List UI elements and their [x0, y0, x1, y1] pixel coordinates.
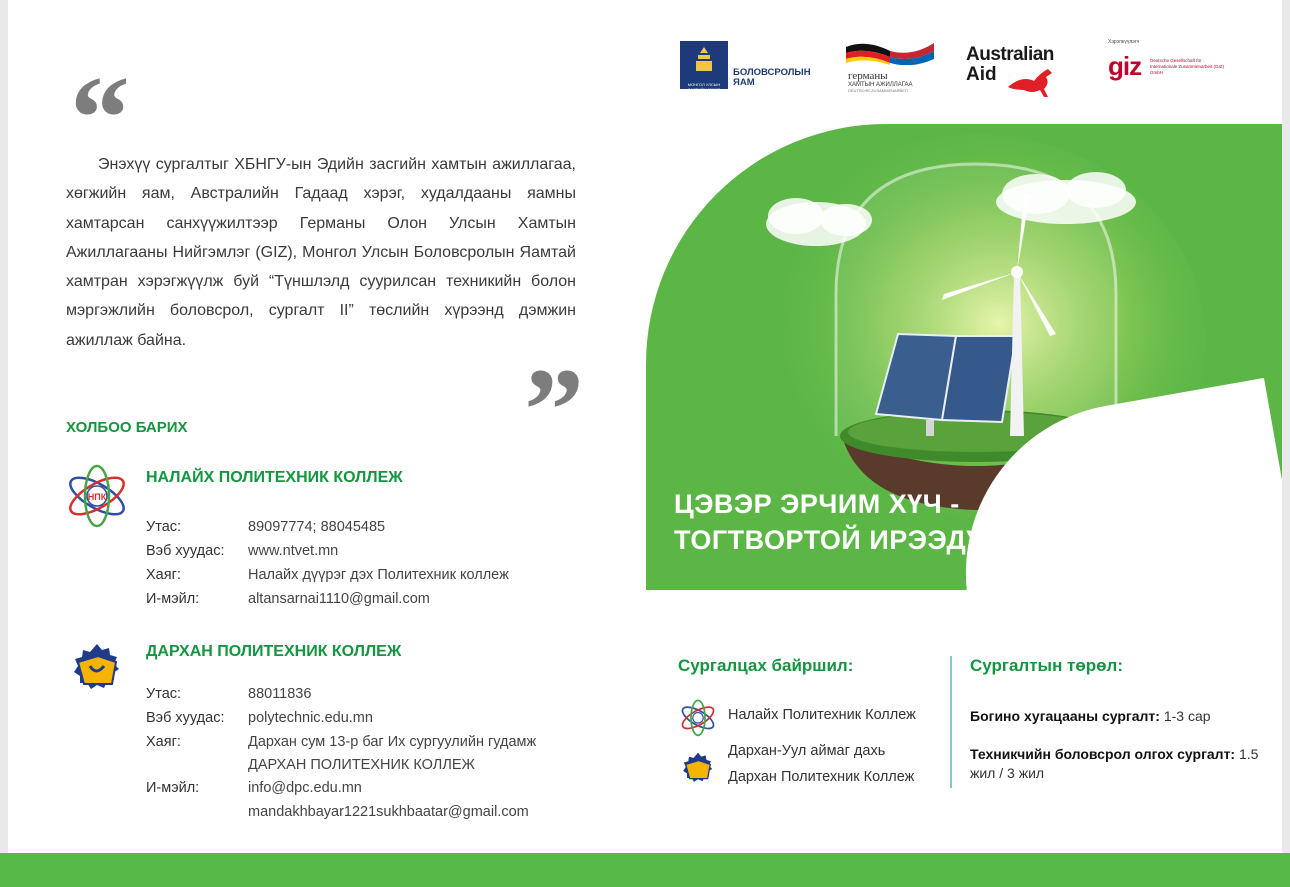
- email-label: И-мэйл:: [146, 780, 200, 796]
- bottom-green-bar: [0, 853, 1290, 887]
- web-link[interactable]: www.ntvet.mn: [248, 543, 339, 559]
- section-divider: [950, 656, 952, 788]
- headline-line-2: ТОГТВОРТОЙ ИРЭЭДҮЙН ТӨЛӨӨ!: [674, 525, 1141, 555]
- germany-tiny-text: DEUTSCHE ZUSAMMENARBEIT: [848, 88, 909, 93]
- training-tech-label: Техникчийн боловсрол олгох сургалт:: [970, 746, 1236, 762]
- intro-paragraph: Энэхүү сургалтыг ХБНГУ-ын Эдийн засгийн хамтын ажиллагаа, хөгжийн яам, Австралийн Гадаад хэрэг, худалдааны яамны хамтарсан санхүүжилтээр Германы Олон Улсын Хамтын Ажиллагааны Нийгэмлэг (GIZ), Монгол Улсын Боловсролын Яамтай хамтран хэрэгжүүлж буй “Түншлэлд суурилсан техникийн болон мэргэжлийн боловсрол, сургалт II” төслийн хүрээнд дэмжин ажиллаж байна.: [66, 156, 576, 349]
- aid-text: Aid: [966, 64, 997, 85]
- email-link[interactable]: info@dpc.edu.mn: [248, 780, 362, 796]
- open-quote-mark: “: [70, 51, 130, 184]
- germany-cooperation-logo: [842, 39, 938, 93]
- darkhan-small-logo-icon: [678, 750, 718, 784]
- locations-title: Сургалцах байршил:: [678, 656, 854, 675]
- phone-label: Утас:: [146, 686, 182, 702]
- giz-wordmark: giz: [1108, 51, 1142, 81]
- college-name-darkhan: ДАРХАН ПОЛИТЕХНИК КОЛЛЕЖ: [146, 643, 402, 660]
- australian-text: Australian: [966, 44, 1054, 65]
- location-darkhan-line-1: Дархан-Уул аймаг дахь: [728, 743, 886, 759]
- ministry-name: БОЛОВСРОЛЫН ЯАМ: [733, 67, 811, 88]
- address-value: Дархан сум 13-р баг Их сургуулийн гудамж: [248, 734, 537, 750]
- email-link[interactable]: altansarnai1110@gmail.com: [248, 591, 430, 607]
- svg-text:НПК: НПК: [87, 492, 107, 502]
- phone-value: 88011836: [248, 686, 312, 702]
- phone-value: 89097774; 88045485: [248, 519, 386, 535]
- ministry-emblem-icon: [680, 41, 728, 92]
- brochure-page: [8, 0, 1282, 887]
- web-label: Вэб хуудас:: [146, 710, 225, 726]
- training-technician: [970, 745, 1270, 783]
- address-label: Хаяг:: [146, 734, 181, 750]
- headline-line-1: ЦЭВЭР ЭРЧИМ ХҮЧ -: [674, 489, 960, 519]
- germany-sub-text: ХАМТЫН АЖИЛЛАГАА: [848, 82, 913, 88]
- web-label: Вэб хуудас:: [146, 543, 225, 559]
- giz-label: Хэрэгжүүлэгч: [1108, 39, 1140, 45]
- german-mongolian-flag-icon: [842, 39, 938, 65]
- giz-logo: [1108, 39, 1238, 93]
- email-link-2[interactable]: mandakhbayar1221sukhbaatar@gmail.com: [248, 804, 529, 820]
- close-quote-mark: ”: [524, 343, 584, 476]
- training-tech-value: 1.5 жил / 3 жил: [970, 746, 1259, 781]
- training-short: [970, 707, 1270, 726]
- nalaikh-college-logo-icon: [64, 462, 130, 534]
- college-name-nalaikh: НАЛАЙХ ПОЛИТЕХНИК КОЛЛЕЖ: [146, 469, 403, 486]
- giz-full-name: Deutsche Gesellschaft für Internationale Zusammenarbeit (GIZ) GmbH: [1150, 58, 1225, 75]
- ministry-logo: [680, 41, 810, 91]
- web-link[interactable]: polytechnic.edu.mn: [248, 710, 373, 726]
- phone-label: Утас:: [146, 519, 182, 535]
- training-title: Сургалтын төрөл:: [970, 656, 1123, 675]
- address-value-line2: ДАРХАН ПОЛИТЕХНИК КОЛЛЕЖ: [248, 757, 475, 773]
- kangaroo-icon: [1006, 65, 1060, 97]
- location-darkhan: [728, 738, 914, 790]
- australian-aid-logo: [966, 45, 1076, 97]
- darkhan-college-logo-icon: [66, 640, 128, 692]
- training-short-label: Богино хугацааны сургалт:: [970, 708, 1160, 724]
- location-nalaikh: Налайх Политехник Коллеж: [728, 707, 916, 723]
- ministry-small-text: МОНГОЛ УЛСЫН ЗАСГИЙН ГАЗАР: [687, 82, 721, 92]
- location-darkhan-line-2: Дархан Политехник Коллеж: [728, 769, 915, 785]
- training-short-value: 1-3 сар: [1159, 708, 1211, 724]
- email-label: И-мэйл:: [146, 591, 200, 607]
- hero-headline: [674, 486, 1234, 558]
- nalaikh-small-logo-icon: [678, 698, 718, 740]
- address-value: Налайх дүүрэг дэх Политехник коллеж: [248, 567, 509, 583]
- contact-heading: ХОЛБОО БАРИХ: [66, 419, 188, 436]
- address-label: Хаяг:: [146, 567, 181, 583]
- germany-text: германы: [848, 70, 888, 82]
